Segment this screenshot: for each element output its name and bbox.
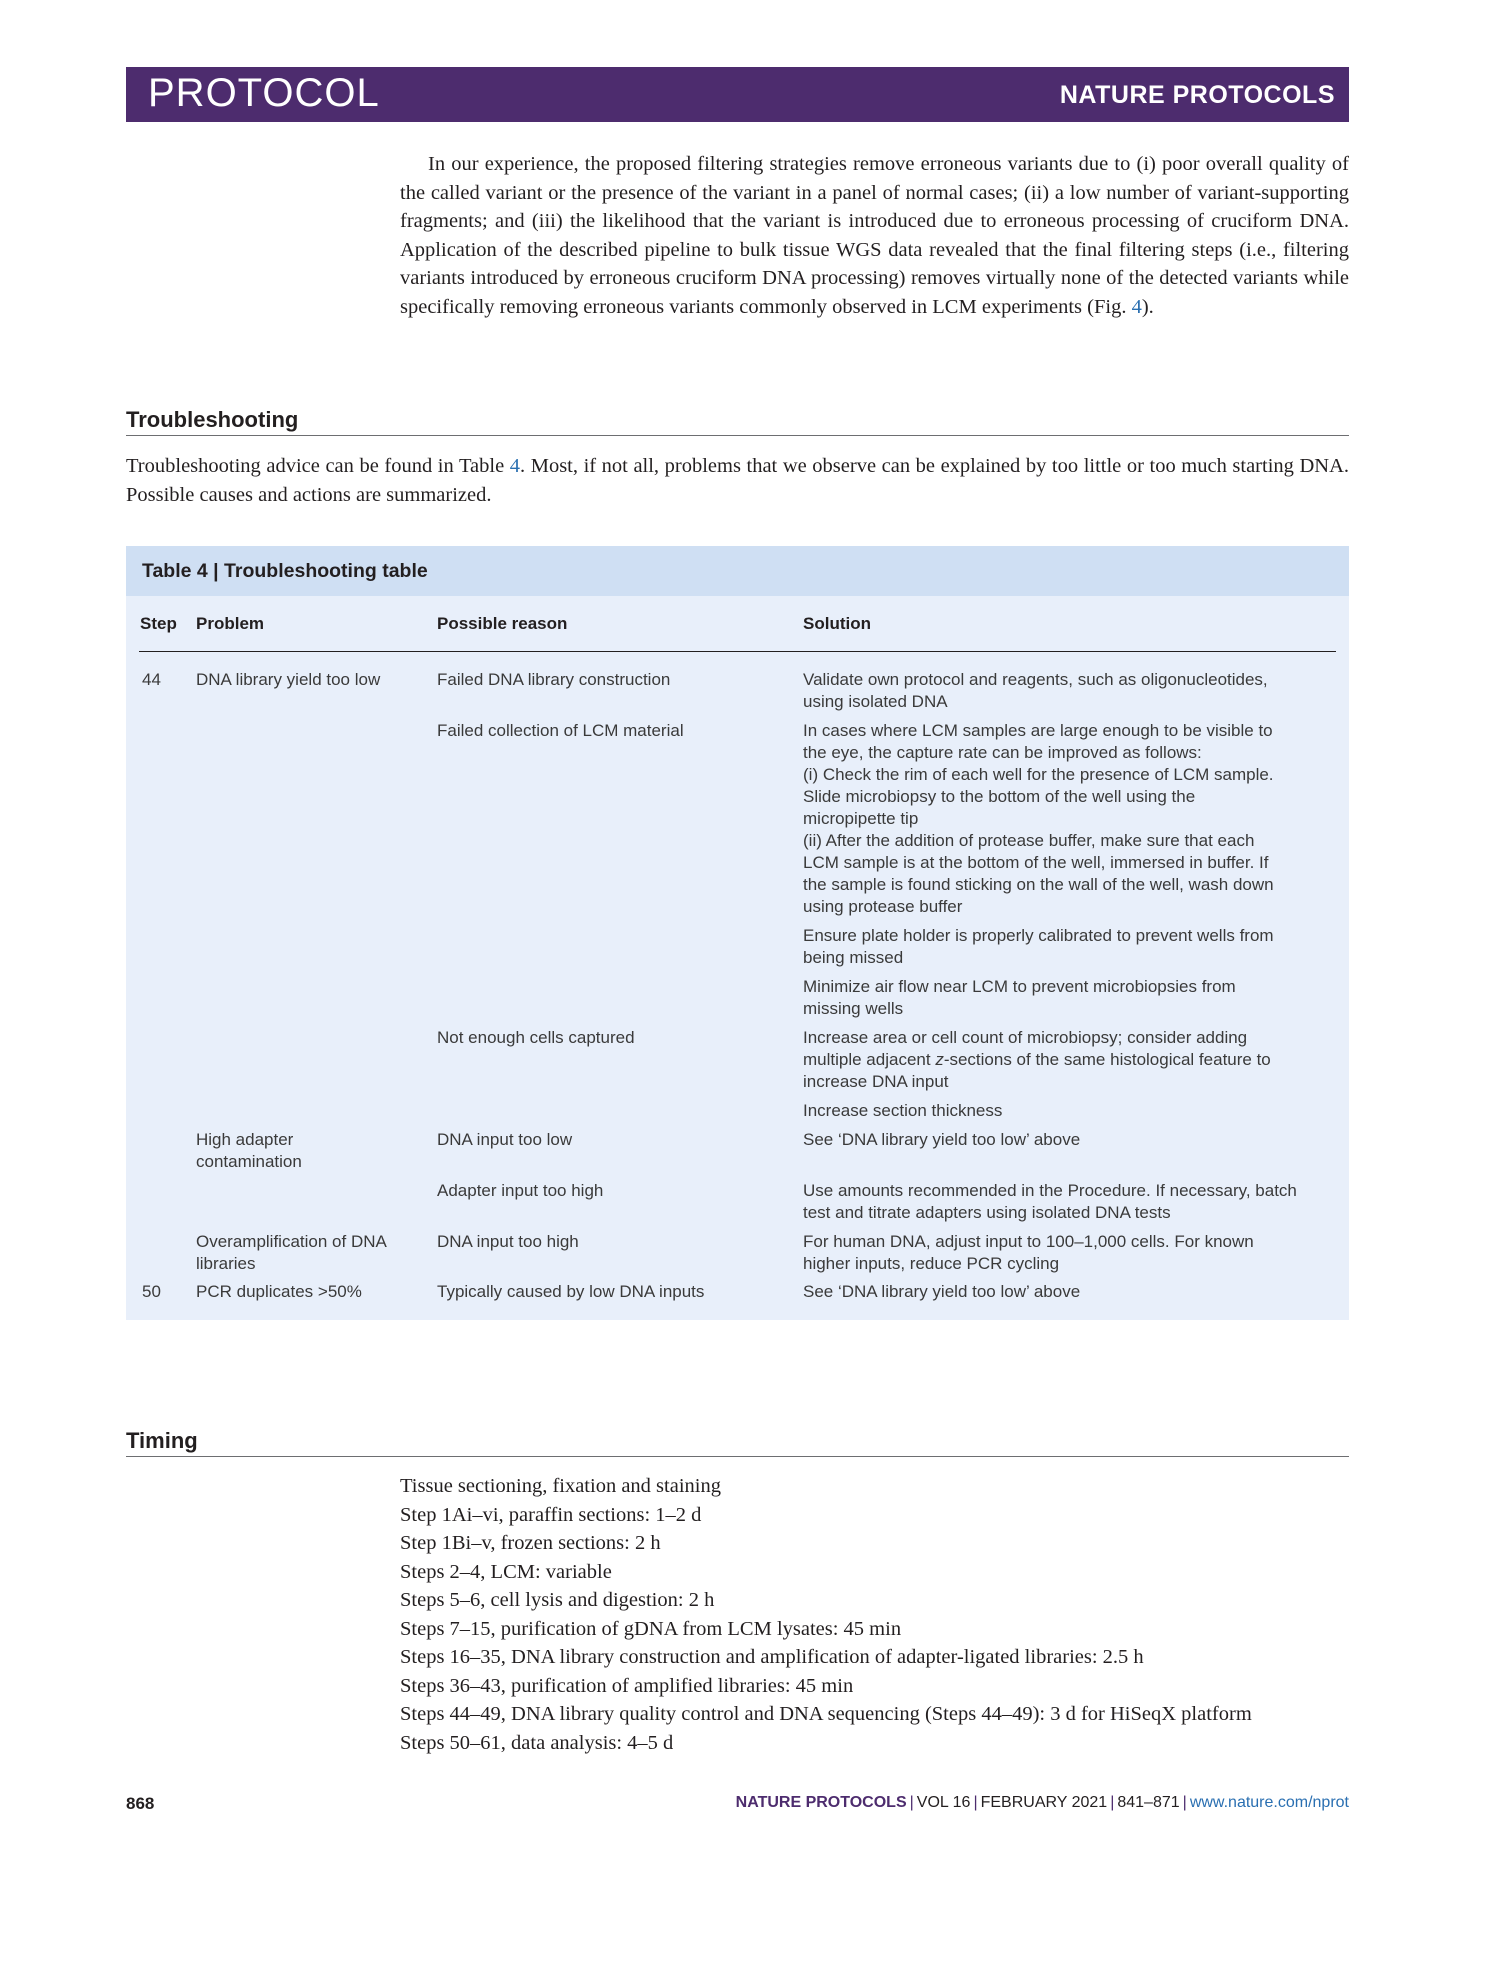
timing-line: Steps 2–4, LCM: variable [400, 1560, 612, 1583]
column-header-reason: Possible reason [437, 614, 568, 633]
intro-paragraph: In our experience, the proposed filtering strategies remove erroneous variants due to (i) poor overall quality of the called variant or the presence of the variant in a panel of normal cases; (ii) a low number of variant-supporting fragments; and (iii) the likelihood that the variant is introduced due to erroneous processing of cruciform DNA. Application of the described pipeline to bulk tissue WGS data revealed that the final filtering steps (i.e., filtering variants introduced by erroneous cruciform DNA processing) removes virtually none of the detected variants while specifically removing erroneous variants commonly observed in LCM experiments (Fig. 4). [400, 153, 1349, 318]
section-label: PROTOCOL [148, 71, 380, 115]
cell-step: 44 [142, 670, 161, 689]
cell-solution: Use amounts recommended in the Procedure. If necessary, batch test and titrate adapters using isolated DNA tests [803, 1181, 1297, 1222]
journal-name: NATURE PROTOCOLS [1059, 81, 1335, 109]
cell-solution: For human DNA, adjust input to 100–1,000 cells. For known higher inputs, reduce PCR cycling [803, 1232, 1254, 1273]
timing-line: Steps 16–35, DNA library construction and amplification of adapter-ligated libraries: 2.5 h [400, 1646, 1144, 1668]
timing-line: Step 1Ai–vi, paraffin sections: 1–2 d [400, 1503, 702, 1526]
timing-line: Steps 5–6, cell lysis and digestion: 2 h [400, 1589, 715, 1611]
page-number: 868 [126, 1794, 155, 1813]
timing-line: Step 1Bi–v, frozen sections: 2 h [400, 1532, 661, 1554]
cell-reason: Failed collection of LCM material [437, 721, 684, 740]
figure-link[interactable]: 4 [1131, 295, 1142, 318]
cell-solution: See ‘DNA library yield too low’ above [803, 1130, 1081, 1149]
cell-reason: Typically caused by low DNA inputs [437, 1282, 705, 1301]
cell-reason: DNA input too low [437, 1130, 573, 1149]
cell-solution: Validate own protocol and reagents, such as oligonucleotides, using isolated DNA [803, 670, 1268, 711]
cell-solution: Increase area or cell count of microbiopsy; consider adding multiple adjacent z-sections of the same histological feature to increase DNA input [803, 1028, 1271, 1091]
cell-solution: See ‘DNA library yield too low’ above [803, 1282, 1081, 1301]
column-header-problem: Problem [196, 614, 265, 633]
footer-journal: NATURE PROTOCOLS [735, 1794, 907, 1811]
footer-pages: 841–871 [1117, 1794, 1180, 1811]
footer-volume: VOL 16 [916, 1794, 971, 1811]
cell-reason: Adapter input too high [437, 1181, 604, 1200]
cell-problem: High adapter contamination [196, 1130, 302, 1171]
troubleshooting-heading: Troubleshooting [126, 407, 1349, 436]
column-header-step: Step [140, 614, 177, 633]
footer-date: FEBRUARY 2021 [980, 1794, 1108, 1811]
table-link[interactable]: 4 [509, 455, 521, 477]
cell-reason: Not enough cells captured [437, 1028, 635, 1047]
cell-solution: Minimize air flow near LCM to prevent microbiopsies from missing wells [803, 977, 1236, 1018]
timing-line: Steps 7–15, purification of gDNA from LCM lysates: 45 min [400, 1617, 902, 1640]
cell-step: 50 [142, 1282, 161, 1301]
cell-reason: DNA input too high [437, 1232, 579, 1251]
cell-solution: In cases where LCM samples are large enough to be visible to the eye, the capture rate can be improved as follows: (i) Check the rim of each well for the presence of LCM sample. Slide microbiopsy to the bottom of the well using the micropipette tip (ii) After the addition of protease buffer, make sure that each LCM sample is at the bottom of the well, immersed in buffer. If the sample is found sticking on the wall of the well, wash down using protease buffer [803, 721, 1274, 916]
table-title: Troubleshooting table [224, 560, 428, 582]
table-title-bar [126, 546, 1349, 596]
column-header-solution: Solution [803, 614, 871, 633]
cell-problem: DNA library yield too low [196, 670, 381, 689]
header-rule [139, 651, 1336, 652]
cell-problem: Overamplification of DNA libraries [196, 1232, 387, 1273]
table-label: Table 4 | [142, 560, 225, 582]
cell-solution: Ensure plate holder is properly calibrated to prevent wells from being missed [803, 926, 1274, 967]
timing-line: Steps 44–49, DNA library quality control and DNA sequencing (Steps 44–49): 3 d for HiSeqX platform [400, 1703, 1252, 1725]
timing-line: Tissue sectioning, fixation and staining [400, 1475, 721, 1497]
cell-problem: PCR duplicates >50% [196, 1282, 362, 1301]
timing-line: Steps 50–61, data analysis: 4–5 d [400, 1731, 674, 1754]
timing-list [400, 1472, 1252, 1757]
timing-heading: Timing [126, 1428, 1349, 1457]
timing-line: Steps 36–43, purification of amplified libraries: 45 min [400, 1674, 854, 1697]
footer-url[interactable]: www.nature.com/nprot [1189, 1794, 1349, 1811]
footer-citation: NATURE PROTOCOLS | VOL 16 | FEBRUARY 2021 | 841–871 | www.nature.com/nprot [735, 1794, 1349, 1811]
header-banner [126, 67, 1349, 122]
cell-solution: Increase section thickness [803, 1101, 1003, 1120]
troubleshooting-paragraph: Troubleshooting advice can be found in Table 4. Most, if not all, problems that we observe can be explained by too little or too much starting DNA. Possible causes and actions are summarized. [126, 455, 1350, 506]
cell-reason: Failed DNA library construction [437, 670, 671, 689]
